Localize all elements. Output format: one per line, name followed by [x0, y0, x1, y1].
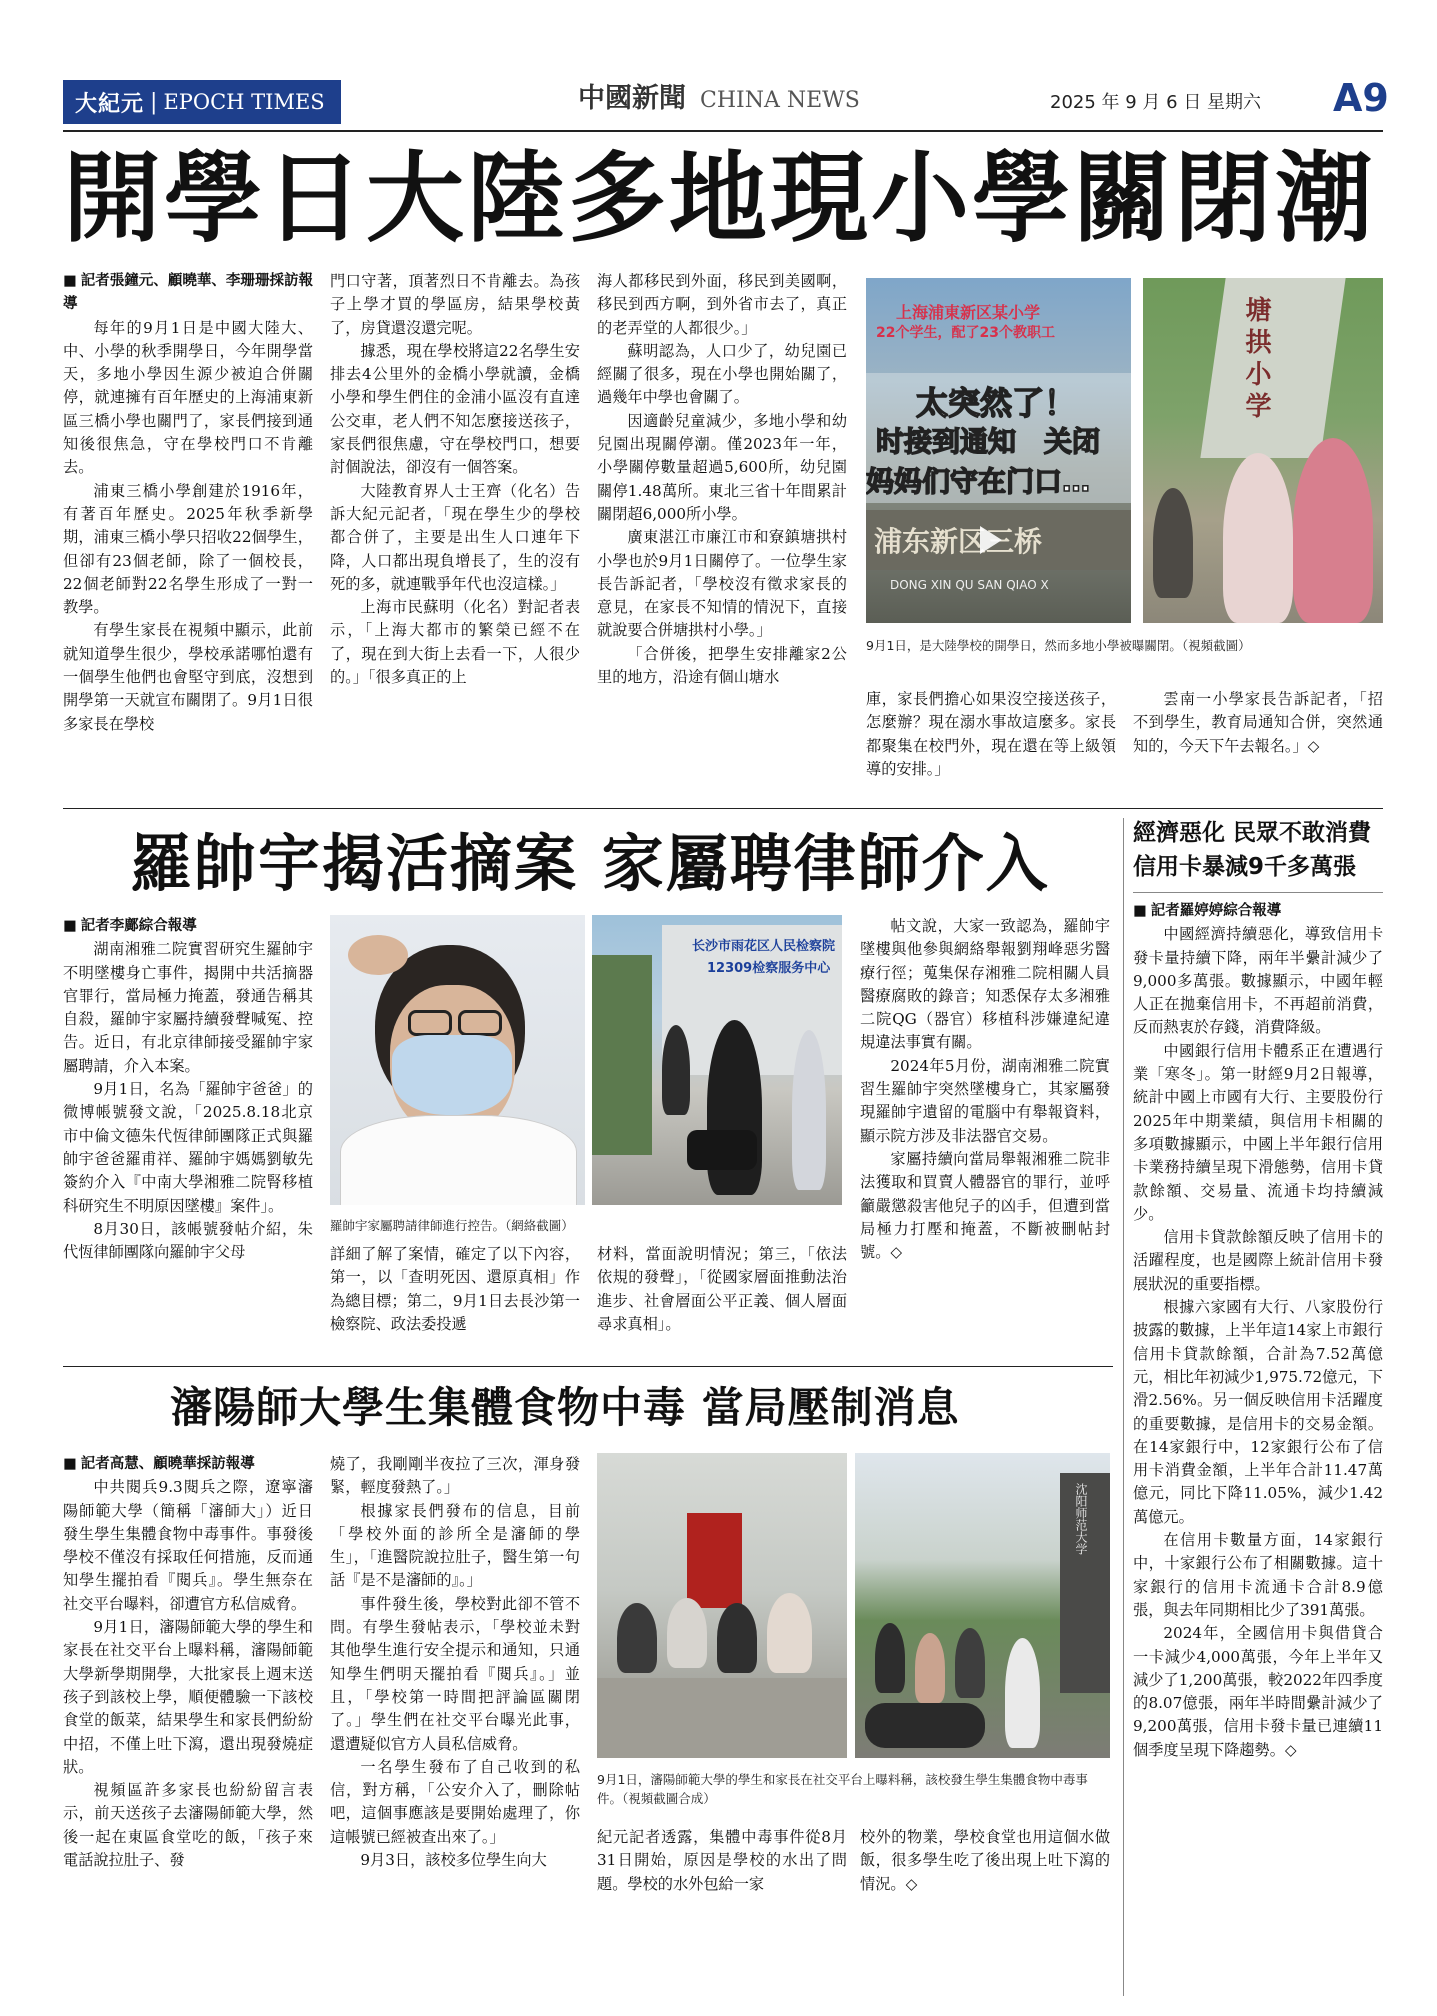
article2-col3 [597, 1243, 847, 1355]
school-closure-video-photo [866, 278, 1131, 623]
article2-para: 9月1日，名為「羅帥宇爸爸」的微博帳號發文說，「2025.8.18北京市中倫文德朱代恆律師團隊正式與羅帥宇爸爸羅甫祥、羅帥宇媽媽劉敏先簽約介入『中南大學湘雅二院腎移植科研究生不明原因墜樓』案件」。 [63, 1080, 313, 1215]
article3-para: 校外的物業，學校食堂也用這個水做飯，很多學生吃了後出現上吐下瀉的情況。◇ [860, 1828, 1110, 1893]
article1-para: 大陸教育界人士王齊（化名）告訴大紀元記者，「現在學生少的學校都合併了，主要是出生人口連年下降，人口都出現負增長了，生的沒有死的多，就連戰爭年代也沒這樣。」 [330, 481, 580, 593]
face-mask [392, 1035, 512, 1115]
photo-overlay-text: 22个学生，配了23个教职工 [876, 325, 1055, 341]
article1-col3 [597, 270, 847, 795]
gate-sign-text: 塘拱小学 [1241, 296, 1271, 424]
sidebar-para: 中國銀行信用卡體系正在遭遇行業「寒冬」。第一財經9月2日報導，統計中國上市國有大行、主要股份行2025年中期業績，與信用卡相關的多項數據顯示，中國上半年銀行信用卡業務持續呈現下滑態勢，信用卡貸款餘額、交易量、流通卡均持續減少。 [1133, 1041, 1383, 1223]
article3-para: 中共閱兵9.3閱兵之際，遼寧瀋陽師範大學（簡稱「瀋師大」）近日發生學生集體食物中毒事件。事發後學校不僅沒有採取任何措施，反而通知學生擺拍看『閱兵』。學生無奈在社交平台曝料，卻遭官方私信威脅。 [63, 1478, 313, 1613]
article2-para: 詳細了解了案情，確定了以下內容，第一，以「查明死因、還原真相」作為總目標；第二，9月1日去長沙第一檢察院、政法委投遞 [330, 1245, 580, 1333]
article3-para: 根據家長們發布的信息，目前「學校外面的診所全是瀋師的學生」，「進醫院說拉肚子，醫生第一句話『是不是瀋師的』。」 [330, 1501, 580, 1590]
sidebar-headline-line1: 經濟惡化 民眾不敢消費 [1133, 820, 1372, 846]
article3-col1 [63, 1453, 313, 1998]
article1-byline: ■ 記者張鐘元、顧曉華、李珊珊採訪報導 [63, 270, 313, 317]
photo-overlay-text: 时接到通知 关闭 [876, 425, 1101, 458]
section-cn: 中國新聞 [578, 83, 686, 114]
masthead-rule [63, 130, 1383, 132]
sidebar-para: 中國經濟持續惡化，導致信用卡發卡量持續下降，兩年半纍計減少了9,000多萬張。數據顯示，中國年輕人正在拋棄信用卡，不再超前消費，反而熱衷於存錢，消費降級。 [1133, 925, 1383, 1037]
article3-photo-caption: 9月1日，瀋陽師範大學的學生和家長在社交平台上曝料稱，該校發生學生集體食物中毒事件。（視頻截圖合成） [597, 1772, 1088, 1806]
article1-para: 浦東三橋小學創建於1916年，有著百年歷史。2025年秋季新學期，浦東三橋小學只招收22個學生，但卻有23個老師，除了一個校長，22個老師對22名學生形成了一對一教學。 [63, 481, 313, 617]
sidebar-byline: ■ 記者羅婷婷綜合報導 [1133, 900, 1383, 923]
article1-para: 雲南一小學家長告訴記者，「招不到學生，教育局通知合併，突然通知的，今天下午去報名。」◇ [1133, 690, 1383, 755]
article1-para: 上海市民蘇明（化名）對記者表示，「上海大都市的繁榮已經不在了，現在到大街上去看一下，人很少的。」「很多真正的上 [330, 598, 580, 687]
sidebar-para: 在信用卡數量方面，14家銀行中，十家銀行公布了相關數據。這十家銀行的信用卡流通卡合計8.9億張，與去年同期相比少了391萬張。 [1133, 1531, 1383, 1619]
procuratorate-sign: 长沙市雨花区人民检察院 [692, 939, 836, 954]
article3-col2 [330, 1453, 580, 1998]
procuratorate-sign-2: 12309检察服务中心 [707, 961, 831, 976]
article2-byline: ■ 記者李鄺綜合報導 [63, 915, 313, 938]
article3-para: 一名學生發布了自己收到的私信，對方稱，「公安介入了，刪除帖吧，這個事應該是要開始處理了，你這帳號已經被查出來了。」 [330, 1757, 580, 1846]
procuratorate-photo [592, 915, 842, 1205]
school-gate-photo [1143, 278, 1383, 623]
page-number: A9 [1333, 76, 1389, 120]
section-title [578, 76, 860, 116]
article1-para: 有學生家長在視頻中顯示，此前就知道學生很少，學校承諾哪怕還有一個學生他們也會堅守到底，沒想到開學第一天就宣布關閉了。9月1日很多家長在學校 [63, 621, 313, 733]
article2-col1 [63, 915, 313, 1355]
article1-para: 門口守著，頂著烈日不肯離去。為孩子上學才買的學區房，結果學校黃了，房貸還沒還完呢。 [330, 272, 580, 337]
article2-bottom-rule [63, 1366, 1113, 1367]
clinic-waiting-photo [597, 1453, 847, 1758]
photo-overlay-text: 上海浦東新区某小学 [896, 303, 1041, 322]
article2-para: 2024年5月份，湖南湘雅二院實習生羅帥宇突然墜樓身亡，其家屬發現羅帥宇遺留的電腦中有舉報資料，顯示院方涉及非法器官交易。 [860, 1056, 1110, 1145]
sidebar-divider [1123, 818, 1124, 1996]
article1-para: 因適齡兒童減少，多地小學和幼兒園出現關停潮。僅2023年一年，小學關停數量超過5,600所，幼兒園關停1.48萬所。東北三省十年間累計關閉超6,000所小學。 [597, 411, 847, 523]
article3-para: 燒了，我剛剛半夜拉了三次，渾身發緊，輕度發熱了。」 [330, 1455, 580, 1497]
epoch-times-logo: 大紀元 | EPOCH TIMES [63, 80, 341, 124]
section-en: CHINA NEWS [700, 88, 860, 113]
sidebar-para: 2024年，全國信用卡與借貸合一卡減少4,000萬張，今年上半年又減少了1,200萬張，較2022年四季度的8.07億張，兩年半時間纍計減少了9,200萬張，信用卡發卡量已連續11個季度呈現下降趨勢。◇ [1133, 1624, 1383, 1759]
article1-col2 [330, 270, 580, 795]
article1-para: 廣東湛江市廉江市和寮鎮塘拱村小學也於9月1日關停了。一位學生家長告訴記者，「學校沒有徵求家長的意見，在家長不知情的情況下，直接就說要合併塘拱村小學。」 [597, 528, 847, 640]
article2-para: 8月30日，該帳號發帖介紹，朱代恆律師團隊向羅帥宇父母 [63, 1219, 313, 1262]
article1-para: 「合併後，把學生安排離家2公里的地方，沿途有個山塘水 [597, 644, 847, 687]
article2-col2 [330, 1243, 580, 1355]
article1-col4 [866, 688, 1116, 798]
sidebar-headline [1133, 816, 1383, 884]
article1-para: 庫，家長們擔心如果沒空接送孩子，怎麼辦？現在溺水事故這麼多。家長都聚集在校門外，現在還在等上級領導的安排。」 [866, 690, 1116, 778]
article1-para: 據悉，現在學校將這22名學生安排去4公里外的金橋小學就讀，金橋小學和學生們住的金浦小區沒有直達公交車，老人們不知怎麼接送孩子，家長們很焦慮，守在學校門口，想要討個說法，卻沒有一個答案。 [330, 341, 580, 477]
logo-cn: 大紀元 [75, 90, 145, 117]
article2-photo-caption: 羅帥宇家屬聘請律師進行控告。（網絡截圖） [330, 1218, 574, 1233]
play-icon[interactable] [980, 526, 1002, 554]
sidebar-headline-line2: 信用卡暴減9千多萬張 [1133, 854, 1357, 880]
logo-en: EPOCH TIMES [163, 90, 325, 114]
photo-overlay-text: DONG XIN QU SAN QIAO X [890, 578, 1049, 592]
article3-para: 9月1日，瀋陽師範大學的學生和家長在社交平台上曝料稱，瀋陽師範大學新學期開學，大批家長上週末送孩子到該校上學，順便體驗一下該校食堂的飯菜，結果學生和家長們紛紛中招，不僅上吐下瀉，還出現發燒症狀。 [63, 1618, 313, 1776]
article1-col1 [63, 270, 313, 795]
article1-para: 海人都移民到外面，移民到美國啊，移民到西方啊，到外省市去了，真正的老弄堂的人都很少。」 [597, 272, 847, 337]
article2-para: 湖南湘雅二院實習研究生羅帥宇不明墜樓身亡事件，揭開中共活摘器官罪行，當局極力掩蓋，發通告稱其自殺，羅帥宇家屬持續發聲喊冤、控告。近日，有北京律師接受羅帥宇家屬聘請，介入本案。 [63, 940, 313, 1075]
article2-col4 [860, 915, 1110, 1355]
article3-para: 9月3日，該校多位學生向大 [360, 1851, 547, 1870]
school-sign-text: 浦东新区三桥 [874, 525, 1043, 558]
article1-photo-caption: 9月1日，是大陸學校的開學日，然而多地小學被曝關閉。（視頻截圖） [866, 638, 1251, 653]
article3-headline: 瀋陽師大學生集體食物中毒 當局壓制消息 [170, 1383, 960, 1432]
photo-overlay-text: 太突然了！ [916, 384, 1077, 422]
article3-byline: ■ 記者高慧、顧曉華採訪報導 [63, 1453, 313, 1476]
photo-overlay-text: 妈妈们守在门口… [866, 465, 1091, 498]
article3-para: 視頻區許多家長也紛紛留言表示，前天送孩子去瀋陽師範大學，然後一起在東區食堂吃的飯，「孩子來電話說拉肚子、發 [63, 1781, 313, 1870]
article1-para: 蘇明認為，人口少了，幼兒園已經關了很多，現在小學也開始關了，過幾年中學也會關了。 [597, 341, 847, 407]
sidebar-body [1133, 900, 1383, 1998]
article3-para: 事件發生後，學校對此卻不管不問。有學生發帖表示，「學校並未對其他學生進行安全提示和通知，只通知學生們明天擺拍看『閱兵』。」並且，「學校第一時間把評論區關閉了。」學生們在社交平台曝光此事，還遭疑似官方人員私信威脅。 [330, 1594, 580, 1753]
issue-date: 2025 年 9 月 6 日 星期六 [1050, 92, 1262, 113]
campus-sign: 沈阳师范大学 [1074, 1483, 1088, 1555]
article1-para: 每年的9月1日是中國大陸大、中、小學的秋季開學日，今年開學當天，多地小學因生源少被迫合併關停，就連擁有百年歷史的上海浦東新區三橋小學也關門了，家長們接到通知後很焦急，守在學校門口不肯離去。 [63, 318, 313, 477]
article1-headline: 開學日大陸多地現小學關閉潮 [63, 142, 1377, 256]
luo-shuaiyu-photo [330, 915, 585, 1205]
sidebar-headline-rule [1133, 892, 1383, 893]
article2-para: 材料，當面說明情況；第三，「依法依規的發聲」，「從國家層面推動法治進步、社會層面公平正義、個人層面尋求真相」。 [597, 1245, 847, 1333]
sidebar-para: 根據六家國有大行、八家股份行披露的數據，上半年這14家上市銀行信用卡貸款餘額，合計為7.52萬億元，相比年初減少1,975.72億元，下滑2.56%。另一個反映信用卡活躍度的重要數據，是信用卡的交易金額。在14家銀行中，12家銀行公布了信用卡消費金額，上半年合計11.47萬億元，同比下降11.05%，減少1.42萬億元。 [1133, 1298, 1383, 1526]
sidebar-para: 信用卡貸款餘額反映了信用卡的活躍程度，也是國際上統計信用卡發展狀況的重要指標。 [1133, 1228, 1383, 1293]
article2-headline: 羅帥宇揭活摘案 家屬聘律師介入 [130, 827, 1050, 900]
campus-gate-photo [855, 1453, 1110, 1758]
article3-col4 [860, 1826, 1110, 1998]
article1-col5 [1133, 688, 1383, 798]
article3-col3 [597, 1826, 847, 1998]
article2-para: 帖文說，大家一致認為，羅帥宇墜樓與他參與網絡舉報劉翔峰惡劣醫療行徑；蒐集保存湘雅二院相關人員醫療腐敗的錄音；知悉保存太多湘雅二院QG（器官）移植科涉嫌違紀違規違法事實有關。 [860, 917, 1110, 1052]
article1-bottom-rule [63, 808, 1383, 809]
article3-para: 紀元記者透露，集體中毒事件從8月31日開始，原因是學校的水出了問題。學校的水外包給一家 [597, 1828, 847, 1893]
article2-para: 家屬持續向當局舉報湘雅二院非法獲取和買賣人體器官的罪行，並呼籲嚴懲殺害他兒子的凶手，但遭到當局極力打壓和掩蓋，不斷被刪帖封號。◇ [860, 1149, 1110, 1262]
